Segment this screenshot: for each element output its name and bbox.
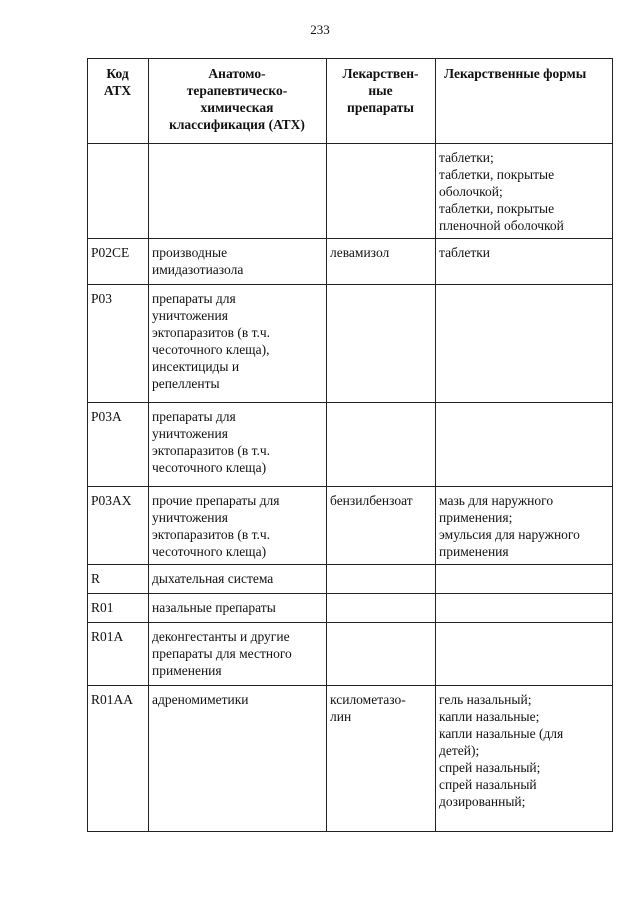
cell-classification: производные имидазотиазола <box>149 239 327 285</box>
cell-drug <box>327 594 436 623</box>
cell-code: R01AA <box>88 686 149 832</box>
cell-code: P02CE <box>88 239 149 285</box>
cell-drug <box>327 144 436 239</box>
table-row <box>88 594 613 623</box>
cell-forms: гель назальный; капли назальные; капли назальные (для детей); спрей назальный; спрей назальный дозированный; <box>436 686 613 832</box>
table-row <box>88 686 613 832</box>
cell-code: R <box>88 565 149 594</box>
cell-forms: таблетки <box>436 239 613 285</box>
cell-classification: препараты для уничтожения эктопаразитов (в т.ч. чесоточного клеща), инсектициды и репелленты <box>149 285 327 403</box>
cell-code: R01 <box>88 594 149 623</box>
table-row <box>88 623 613 686</box>
cell-forms: таблетки; таблетки, покрытые оболочкой; таблетки, покрытые пленочной оболочкой <box>436 144 613 239</box>
header-dosage-forms: Лекарственные формы <box>436 59 613 144</box>
cell-classification: прочие препараты для уничтожения эктопаразитов (в т.ч. чесоточного клеща) <box>149 487 327 565</box>
cell-code <box>88 144 149 239</box>
table-row <box>88 487 613 565</box>
cell-classification: дыхательная система <box>149 565 327 594</box>
table-row <box>88 239 613 285</box>
header-classification: Анатомо- терапевтическо- химическая классификация (АТХ) <box>149 59 327 144</box>
header-drugs: Лекарствен- ные препараты <box>327 59 436 144</box>
cell-code: P03 <box>88 285 149 403</box>
cell-drug: бензилбензоат <box>327 487 436 565</box>
table-header-row <box>88 59 613 144</box>
cell-forms <box>436 403 613 487</box>
atx-drug-table <box>87 58 613 832</box>
cell-classification <box>149 144 327 239</box>
table-row <box>88 285 613 403</box>
cell-code: R01A <box>88 623 149 686</box>
cell-code: P03A <box>88 403 149 487</box>
cell-forms <box>436 623 613 686</box>
cell-drug <box>327 565 436 594</box>
cell-classification: препараты для уничтожения эктопаразитов (в т.ч. чесоточного клеща) <box>149 403 327 487</box>
cell-forms: мазь для наружного применения; эмульсия для наружного применения <box>436 487 613 565</box>
cell-code: P03AX <box>88 487 149 565</box>
cell-classification: деконгестанты и другие препараты для местного применения <box>149 623 327 686</box>
cell-forms <box>436 594 613 623</box>
cell-drug <box>327 623 436 686</box>
cell-drug: ксилометазо- лин <box>327 686 436 832</box>
header-atx-code: Код АТХ <box>88 59 149 144</box>
cell-drug <box>327 403 436 487</box>
cell-drug <box>327 285 436 403</box>
cell-classification: назальные препараты <box>149 594 327 623</box>
table-row <box>88 565 613 594</box>
cell-forms <box>436 565 613 594</box>
cell-drug: левамизол <box>327 239 436 285</box>
page-number: 233 <box>310 22 330 37</box>
cell-forms <box>436 285 613 403</box>
table-row <box>88 403 613 487</box>
cell-classification: адреномиметики <box>149 686 327 832</box>
table-row <box>88 144 613 239</box>
